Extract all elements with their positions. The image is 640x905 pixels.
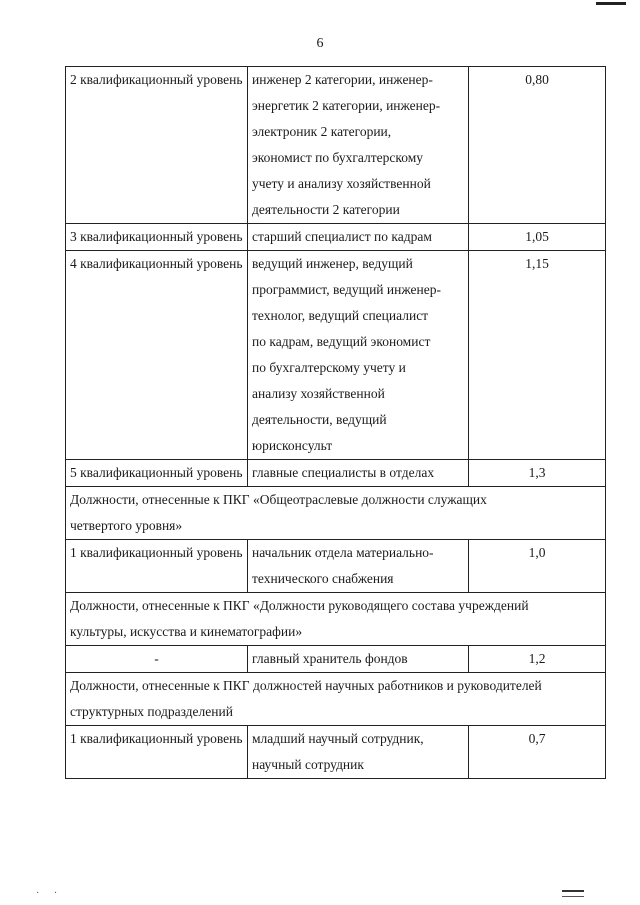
positions-cell: начальник отдела материально- технического снабжения <box>248 540 469 593</box>
group-header-text: Должности, отнесенные к ПКГ «Общеотраслевые должности служащих четвертого уровня» <box>66 487 606 540</box>
table-body <box>66 67 606 779</box>
qualification-level-cell: 1 квалификационный уровень <box>66 540 248 593</box>
table-row <box>66 251 606 460</box>
qualification-level-cell: 2 квалификационный уровень <box>66 67 248 224</box>
table-row <box>66 224 606 251</box>
positions-cell: ведущий инженер, ведущий программист, ведущий инженер- технолог, ведущий специалист по кадрам, ведущий экономист по бухгалтерскому учету и анализу хозяйственной деятельности, ведущий юрисконсульт <box>248 251 469 460</box>
qualification-level-cell: 5 квалификационный уровень <box>66 460 248 487</box>
group-header-row <box>66 487 606 540</box>
qualification-level-cell: - <box>66 646 248 673</box>
scan-footer-mark-left: · · <box>36 888 64 899</box>
coefficient-cell: 1,3 <box>469 460 606 487</box>
coefficient-cell: 0,80 <box>469 67 606 224</box>
qualification-level-cell: 3 квалификационный уровень <box>66 224 248 251</box>
page-number: 6 <box>316 36 324 51</box>
positions-cell: главные специалисты в отделах <box>248 460 469 487</box>
coefficient-cell: 1,15 <box>469 251 606 460</box>
salary-coefficient-table <box>65 66 606 779</box>
group-header-text: Должности, отнесенные к ПКГ должностей научных работников и руководителей структурных подразделений <box>66 673 606 726</box>
scan-footer-mark-right <box>562 890 584 897</box>
qualification-level-cell: 4 квалификационный уровень <box>66 251 248 460</box>
coefficient-cell: 0,7 <box>469 726 606 779</box>
positions-cell: главный хранитель фондов <box>248 646 469 673</box>
group-header-row <box>66 593 606 646</box>
scan-corner-mark <box>596 2 626 5</box>
table-row <box>66 460 606 487</box>
table-row <box>66 726 606 779</box>
table-row <box>66 67 606 224</box>
coefficient-cell: 1,05 <box>469 224 606 251</box>
table-row <box>66 540 606 593</box>
qualification-level-cell: 1 квалификационный уровень <box>66 726 248 779</box>
coefficient-cell: 1,0 <box>469 540 606 593</box>
positions-cell: младший научный сотрудник, научный сотрудник <box>248 726 469 779</box>
table-row <box>66 646 606 673</box>
group-header-text: Должности, отнесенные к ПКГ «Должности руководящего состава учреждений культуры, искусства и кинематографии» <box>66 593 606 646</box>
positions-cell: старший специалист по кадрам <box>248 224 469 251</box>
coefficient-cell: 1,2 <box>469 646 606 673</box>
group-header-row <box>66 673 606 726</box>
positions-cell: инженер 2 категории, инженер- энергетик 2 категории, инженер- электроник 2 категории, экономист по бухгалтерскому учету и анализу хозяйственной деятельности 2 категории <box>248 67 469 224</box>
